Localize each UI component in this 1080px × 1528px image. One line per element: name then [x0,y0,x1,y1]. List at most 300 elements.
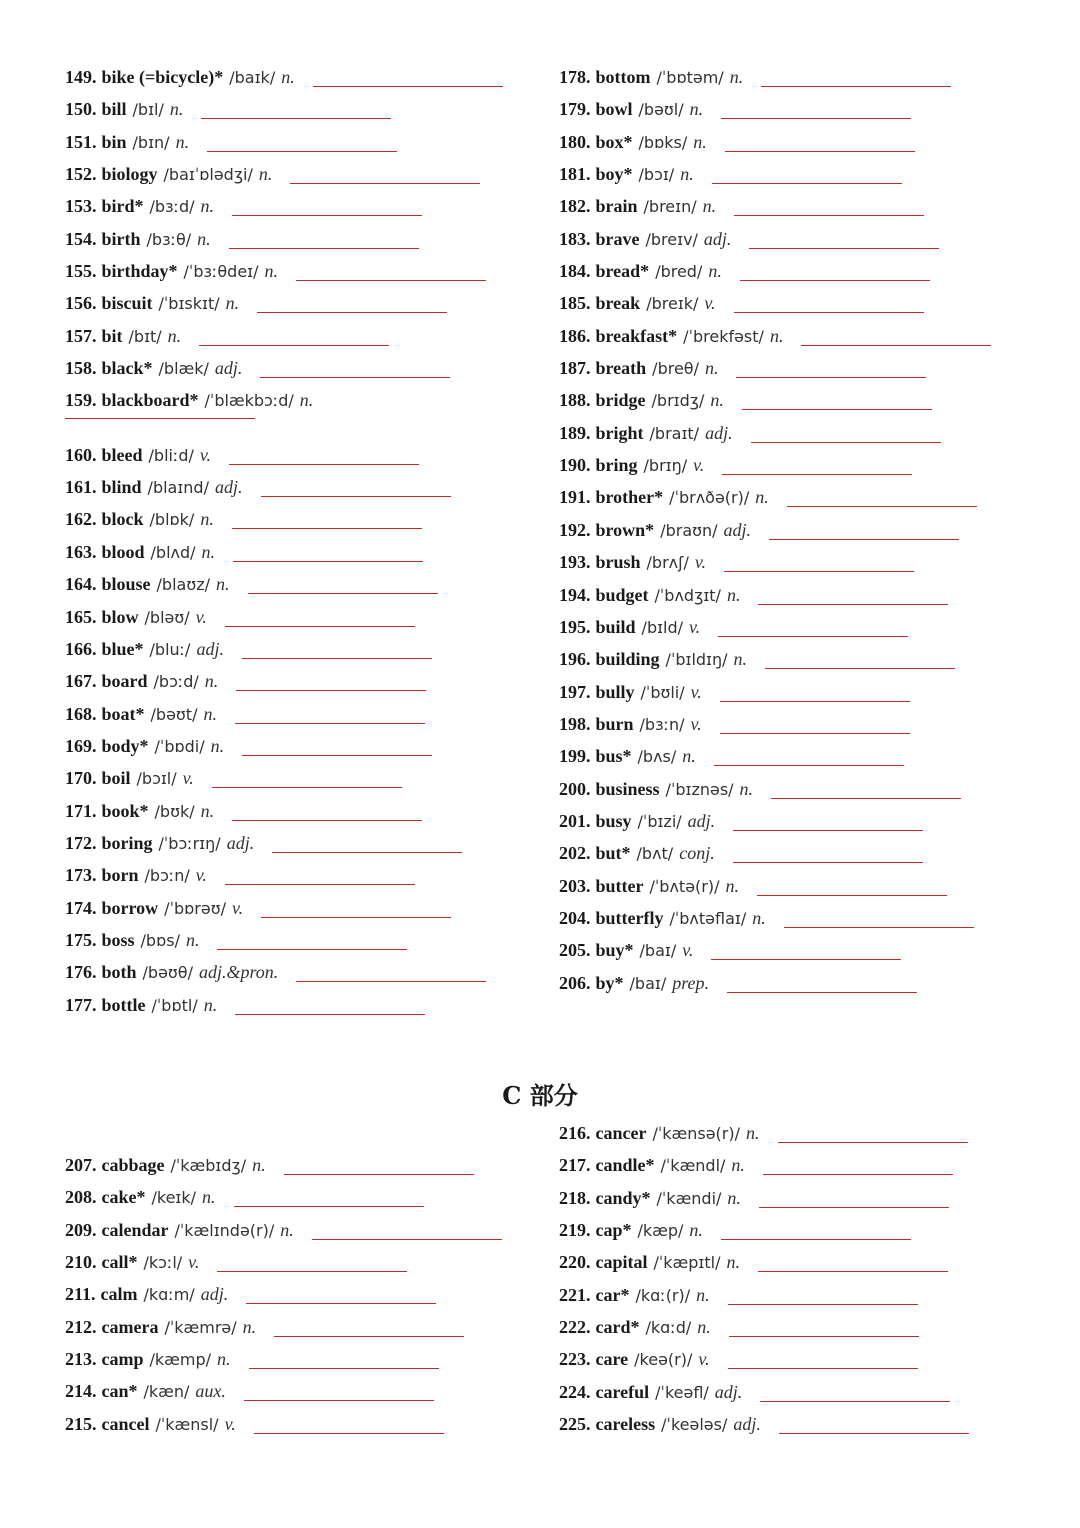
answer-blank[interactable] [242,755,432,756]
entry-phonetic: /blaɪnd/ [147,478,209,498]
answer-blank[interactable] [718,636,908,637]
entry-part-of-speech: n. [727,1187,741,1208]
entry-word: brush [595,552,641,573]
vocab-entry [559,547,1019,579]
answer-blank[interactable] [771,798,961,799]
entry-phonetic: /bəʊθ/ [142,963,193,983]
entry-part-of-speech: n. [258,164,273,185]
answer-blank[interactable] [296,280,486,281]
vocab-entry [559,1150,1019,1182]
entry-number: 224. [559,1381,591,1402]
entry-phonetic: /keə(r)/ [634,1350,693,1370]
entry-phonetic: /bɪl/ [132,100,164,120]
vocab-entry [559,774,1019,806]
entry-number: 196. [559,649,591,670]
entry-phonetic: /breɪn/ [643,197,697,217]
vocab-entry [559,418,1019,450]
answer-blank[interactable] [711,959,901,960]
answer-blank[interactable] [65,418,255,419]
entry-word: blackboard* [101,390,199,411]
entry-part-of-speech: n. [203,703,217,724]
vocab-entry [65,353,525,385]
answer-blank[interactable] [272,852,462,853]
vocab-entry [559,871,1019,903]
entry-number: 207. [65,1155,97,1175]
entry-number: 195. [559,616,591,637]
entry-part-of-speech: n. [726,1252,740,1273]
answer-blank[interactable] [229,248,419,249]
answer-blank[interactable] [212,787,402,788]
entry-phonetic: /baɪˈɒlədʒi/ [163,165,253,185]
entry-word: cancer [595,1123,647,1143]
answer-blank[interactable] [232,215,422,216]
entry-number: 164. [65,574,97,595]
entry-word: blow [101,606,139,627]
answer-blank[interactable] [728,1368,918,1369]
entry-part-of-speech: n. [210,735,225,756]
entry-word: boss [101,929,135,950]
entry-word: butterfly [595,907,664,928]
entry-phonetic: /blɒk/ [149,510,195,530]
entry-phonetic: /kæn/ [143,1382,190,1402]
answer-blank[interactable] [229,464,419,465]
entry-word: bright [595,422,644,443]
answer-blank[interactable] [784,927,974,928]
vocab-entry [65,504,525,536]
entry-phonetic: /ˈbɔːrɪŋ/ [158,833,221,853]
entry-phonetic: /brɪdʒ/ [651,391,705,411]
entry-phonetic: /ˈbɒtl/ [151,995,198,1015]
entry-phonetic: /kæmp/ [149,1350,211,1370]
entry-number: 162. [65,509,97,530]
answer-blank[interactable] [757,895,947,896]
entry-phonetic: /ˈkænsə(r)/ [652,1124,741,1143]
entry-part-of-speech: n. [708,261,722,282]
entry-number: 185. [559,293,591,314]
entry-part-of-speech: adj. [196,638,224,659]
entry-part-of-speech: n. [197,228,211,249]
entry-phonetic: /ˈkæbɪdʒ/ [170,1156,247,1175]
entry-word: camera [101,1316,159,1337]
entry-part-of-speech: n. [726,584,741,605]
vocab-entry [559,580,1019,612]
entry-part-of-speech: v. [693,455,705,476]
entry-part-of-speech: n. [704,358,719,379]
answer-blank[interactable] [232,528,422,529]
vocab-entry [559,1247,1019,1279]
entry-part-of-speech: adj. [200,1284,229,1305]
answer-blank[interactable] [758,1271,948,1272]
answer-blank[interactable] [242,658,432,659]
entry-part-of-speech: n. [280,1219,294,1240]
answer-blank[interactable] [759,1207,949,1208]
entry-part-of-speech: n. [682,746,696,767]
vocab-entry [559,644,1019,676]
answer-blank[interactable] [225,626,415,627]
entry-number: 187. [559,358,591,379]
entry-word: bleed [101,444,143,465]
vocab-entry [559,62,1019,94]
vocab-entry [65,256,525,288]
entry-number: 211. [65,1284,96,1305]
answer-blank[interactable] [742,409,932,410]
vocab-entry [559,1183,1019,1215]
vocab-entry [559,94,1019,126]
entry-part-of-speech: adj. [214,358,243,379]
entry-phonetic: /ˈbɒtəm/ [656,68,724,87]
vocab-entry [65,191,525,223]
entry-number: 217. [559,1155,591,1176]
entry-part-of-speech: n. [739,778,754,799]
entry-number: 177. [65,994,97,1015]
entry-word: buy* [595,940,634,961]
entry-phonetic: /keɪk/ [151,1188,197,1208]
entry-number: 197. [559,681,591,702]
entry-number: 149. [65,67,97,87]
entry-number: 182. [559,196,591,217]
entry-word: business [595,778,660,799]
answer-blank[interactable] [720,733,910,734]
entry-number: 163. [65,541,97,562]
entry-number: 192. [559,519,591,540]
entry-part-of-speech: v. [195,606,207,627]
entry-number: 209. [65,1219,97,1240]
answer-blank[interactable] [733,862,923,863]
answer-blank[interactable] [758,604,948,605]
entry-word: butter [595,875,644,896]
entry-phonetic: /brʌʃ/ [646,553,689,573]
vocab-entry [65,1247,525,1279]
entry-phonetic: /baɪ/ [639,941,677,961]
answer-blank[interactable] [261,917,451,918]
answer-blank[interactable] [734,215,924,216]
entry-part-of-speech: n. [769,325,784,346]
entry-word: bread* [595,261,650,282]
answer-blank[interactable] [234,1206,424,1207]
entry-part-of-speech: n. [752,907,766,928]
answer-blank[interactable] [235,1014,425,1015]
entry-number: 220. [559,1252,591,1273]
answer-blank[interactable] [787,506,977,507]
entry-word: brain [595,196,638,217]
vocab-entry [559,806,1019,838]
answer-blank-wrapped [65,418,525,440]
entry-phonetic: /blʌd/ [150,542,196,562]
answer-blank[interactable] [760,1401,950,1402]
answer-blank[interactable] [217,949,407,950]
vocab-entry [559,1344,1019,1376]
vocab-entry [559,482,1019,514]
entry-phonetic: /bɜːn/ [639,714,685,734]
entry-number: 210. [65,1252,97,1273]
vocab-entry [65,1215,525,1247]
entry-phonetic: /kæp/ [637,1221,684,1241]
answer-blank[interactable] [312,1239,502,1240]
entry-word: by* [595,972,624,993]
entry-part-of-speech: adj.&pron. [198,962,279,983]
vocab-entry [559,288,1019,320]
entry-phonetic: /bliːd/ [148,445,194,465]
answer-blank[interactable] [199,345,389,346]
entry-number: 188. [559,390,591,411]
entry-number: 150. [65,99,97,120]
entry-word: body* [101,735,149,756]
answer-blank[interactable] [740,280,930,281]
entry-phonetic: /baɪk/ [229,68,276,87]
entry-number: 172. [65,832,97,853]
answer-blank[interactable] [721,118,911,119]
entry-number: 206. [559,972,591,993]
entry-part-of-speech: v. [231,897,244,918]
vocab-entry [65,957,525,989]
answer-blank[interactable] [248,593,438,594]
vocab-entry [559,935,1019,967]
answer-blank[interactable] [720,701,910,702]
entry-number: 183. [559,228,591,249]
vocab-entry [65,634,525,666]
entry-word: born [101,865,139,886]
entry-phonetic: /bəʊt/ [150,704,198,724]
entry-part-of-speech: n. [225,293,240,314]
entry-number: 204. [559,907,591,928]
answer-blank[interactable] [207,151,397,152]
entry-word: cancel [101,1413,150,1434]
vocab-entry [65,1344,525,1376]
entry-part-of-speech: n. [693,131,707,152]
entry-word: busy [595,810,632,831]
entry-word: boy* [595,164,633,185]
entry-phonetic: /ˈkæpɪtl/ [653,1253,721,1273]
answer-blank[interactable] [296,981,486,982]
entry-phonetic: /bɔɪl/ [136,769,177,789]
entry-number: 171. [65,800,97,821]
vocab-entry [65,62,525,94]
entry-number: 199. [559,746,591,767]
answer-blank[interactable] [249,1368,439,1369]
entry-word: care [595,1349,629,1370]
vocab-entry [559,741,1019,773]
entry-number: 198. [559,713,591,734]
entry-number: 186. [559,325,591,346]
answer-blank[interactable] [724,571,914,572]
entry-part-of-speech: n. [167,325,182,346]
vocab-entry [65,666,525,698]
section-heading [0,1076,1080,1111]
answer-blank[interactable] [284,1174,474,1175]
section-heading-text: C 部分 [502,1081,578,1110]
answer-blank[interactable] [765,668,955,669]
entry-part-of-speech: v. [682,940,694,961]
answer-blank[interactable] [734,312,924,313]
vocab-entry [65,1376,525,1408]
vocab-entry [559,1215,1019,1247]
entry-part-of-speech: n. [696,1284,710,1305]
entry-phonetic: /breθ/ [652,359,699,379]
entry-word: building [595,649,660,670]
vocab-entry [559,612,1019,644]
answer-blank[interactable] [727,992,917,993]
answer-blank[interactable] [313,86,503,87]
entry-part-of-speech: v. [690,713,702,734]
entry-number: 214. [65,1381,97,1402]
entry-phonetic: /ˈbɪldɪŋ/ [665,650,728,670]
entry-number: 156. [65,293,97,314]
entry-word: cabbage [101,1155,165,1175]
answer-blank[interactable] [260,377,450,378]
entry-part-of-speech: v. [199,444,212,465]
entry-number: 201. [559,810,591,831]
entry-part-of-speech: adj. [714,1381,743,1402]
answer-blank[interactable] [244,1400,434,1401]
answer-blank[interactable] [201,118,391,119]
answer-blank[interactable] [725,151,915,152]
entry-part-of-speech: n. [710,390,724,411]
entry-part-of-speech: n. [689,99,704,120]
entry-phonetic: /bɒs/ [140,930,180,950]
entry-part-of-speech: n. [252,1155,266,1175]
entry-number: 205. [559,940,591,961]
answer-blank[interactable] [225,884,415,885]
entry-number: 169. [65,735,97,756]
answer-blank[interactable] [769,539,959,540]
entry-part-of-speech: v. [188,1252,200,1273]
entry-phonetic: /blaʊz/ [156,575,210,595]
entry-phonetic: /bʌs/ [637,747,677,767]
answer-blank[interactable] [736,377,926,378]
answer-blank[interactable] [233,561,423,562]
entry-number: 167. [65,671,97,692]
entry-phonetic: /bred/ [655,262,703,282]
entry-phonetic: /breɪk/ [646,294,699,314]
entry-phonetic: /brɪŋ/ [643,456,688,476]
entry-phonetic: /ˈkænsl/ [155,1414,219,1434]
entry-phonetic: /bluː/ [149,639,191,659]
answer-blank[interactable] [778,1142,968,1143]
entry-word: book* [101,800,149,821]
entry-word: can* [101,1381,138,1402]
answer-blank[interactable] [217,1271,407,1272]
entry-word: brown* [595,519,655,540]
vocab-entry [65,763,525,795]
entry-word: break [595,293,641,314]
entry-word: boil [101,768,131,789]
answer-blank[interactable] [728,1304,918,1305]
entry-word: budget [595,584,649,605]
answer-blank[interactable] [722,474,912,475]
answer-blank[interactable] [761,86,951,87]
vocab-entry [65,925,525,957]
entry-phonetic: /ˈkæmrə/ [164,1317,237,1337]
entry-number: 155. [65,261,97,282]
entry-part-of-speech: n. [202,1187,216,1208]
answer-blank[interactable] [714,765,904,766]
entry-word: card* [595,1317,640,1338]
answer-blank[interactable] [779,1433,969,1434]
answer-blank[interactable] [232,820,422,821]
entry-phonetic: /bɪn/ [132,132,170,152]
entry-phonetic: /bʊk/ [154,801,195,821]
entry-phonetic: /bləʊ/ [144,607,190,627]
answer-blank[interactable] [274,1336,464,1337]
entry-part-of-speech: n. [216,574,230,595]
vocab-entry [559,968,1019,1000]
answer-blank[interactable] [801,345,991,346]
answer-blank[interactable] [749,248,939,249]
entry-part-of-speech: n. [175,131,190,152]
entry-part-of-speech: adj. [705,422,733,443]
entry-word: bully [595,681,635,702]
answer-blank[interactable] [733,830,923,831]
entry-word: capital [595,1252,648,1273]
answer-blank[interactable] [751,442,941,443]
entry-number: 179. [559,99,591,120]
answer-blank[interactable] [246,1303,436,1304]
entry-part-of-speech: n. [200,509,214,530]
answer-blank[interactable] [721,1239,911,1240]
vocab-entry [559,838,1019,870]
answer-blank[interactable] [257,312,447,313]
entry-phonetic: /kɑːd/ [645,1318,692,1338]
answer-blank[interactable] [261,496,451,497]
entry-part-of-speech: v. [182,768,194,789]
entry-word: bus* [595,746,632,767]
vocab-entry [559,1280,1019,1312]
entry-word: biscuit [101,293,153,314]
entry-part-of-speech: n. [755,487,769,508]
entry-part-of-speech: v. [694,552,707,573]
entry-word: biology [101,164,158,185]
entry-part-of-speech: n. [200,196,215,217]
entry-phonetic: /ˈbɒdi/ [154,736,205,756]
entry-part-of-speech: adj. [226,832,255,853]
entry-word: build [595,616,636,637]
entry-phonetic: /ˈkeəfl/ [655,1382,709,1402]
entry-word: borrow [101,897,159,918]
answer-blank[interactable] [254,1433,444,1434]
entry-part-of-speech: v. [224,1413,236,1434]
entry-number: 165. [65,606,97,627]
entry-number: 176. [65,962,97,983]
answer-blank[interactable] [290,183,480,184]
entry-word: blind [101,477,142,498]
answer-blank[interactable] [763,1174,953,1175]
entry-phonetic: /kɑː(r)/ [635,1285,691,1305]
vocab-entry [559,709,1019,741]
entry-phonetic: /ˈbʌtəflaɪ/ [669,908,747,928]
entry-phonetic: /bɜːd/ [149,197,195,217]
entry-number: 161. [65,477,97,498]
entry-word: bill [101,99,127,120]
entry-phonetic: /ˈkælɪndə(r)/ [174,1220,275,1240]
entry-part-of-speech: conj. [679,843,715,864]
answer-blank[interactable] [236,690,426,691]
entry-phonetic: /bɒks/ [638,132,688,152]
entry-word: bottom [595,67,651,87]
answer-blank[interactable] [235,723,425,724]
section-b-right-column [559,62,1019,1000]
answer-blank[interactable] [712,183,902,184]
entry-word: bottle [101,994,146,1015]
answer-blank[interactable] [729,1336,919,1337]
vocab-entry [559,191,1019,223]
entry-number: 159. [65,390,97,411]
vocab-entry [559,321,1019,353]
vocab-entry [559,677,1019,709]
entry-phonetic: /ˈblækbɔːd/ [204,391,294,411]
entry-word: bin [101,131,127,152]
vocab-entry [559,450,1019,482]
entry-word: blood [101,541,145,562]
